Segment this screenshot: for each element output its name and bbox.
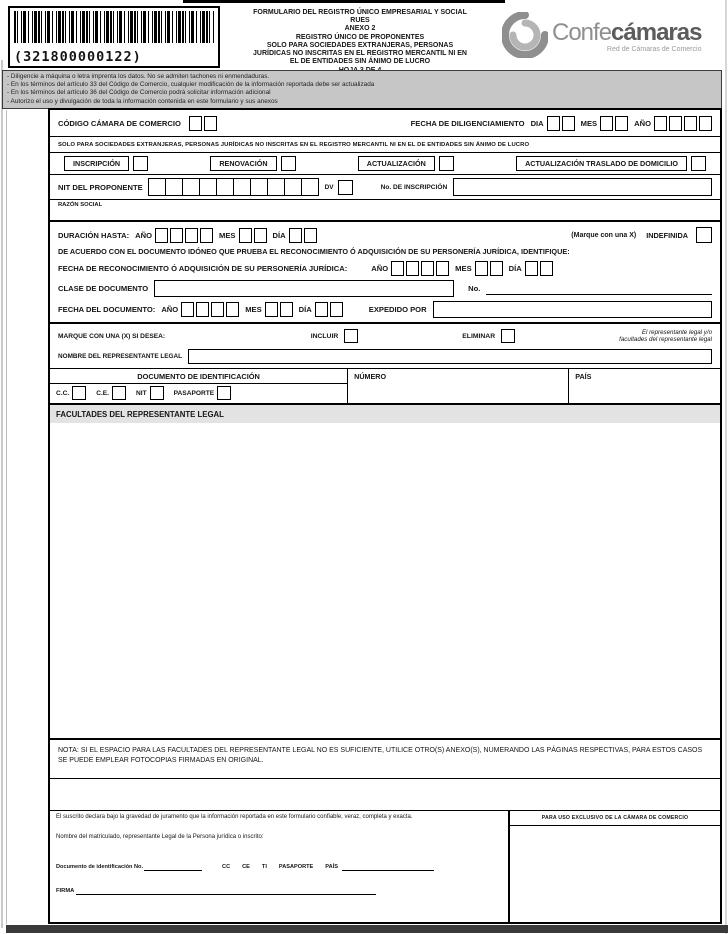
tramite-label: RENOVACIÓN <box>210 156 276 171</box>
pasaporte-checkbox[interactable] <box>217 386 231 400</box>
tramite-actualizacion-traslado <box>516 156 706 171</box>
acuerdo-text: DE ACUERDO CON EL DOCUMENTO IDÓNEO QUE PRUEBA EL RECONOCIMIENTO Ó ADQUISICIÓN DE SU PERSONERÍA JURÍDICA, IDENTIFIQUE: <box>58 247 570 256</box>
nombre-representante-line <box>50 348 720 368</box>
marque-con-x-label: (Marque con una X) <box>571 231 637 239</box>
dia-box[interactable] <box>330 302 343 317</box>
ano-label: AÑO <box>135 230 153 240</box>
barcode-box <box>8 6 220 68</box>
form-title-line: FORMULARIO DEL REGISTRO ÚNICO EMPRESARIAL Y SOCIAL <box>253 9 467 16</box>
dia-label: DÍA <box>508 264 522 273</box>
camara-uso-blank[interactable] <box>510 826 720 922</box>
actualizacion-traslado-checkbox[interactable] <box>691 156 706 171</box>
nit-row <box>50 175 720 200</box>
pasaporte-label: PASAPORTE <box>173 389 215 397</box>
confecamaras-swirl-icon <box>502 12 548 63</box>
nit-checkbox[interactable] <box>150 386 164 400</box>
fecha-doc-mes-group <box>245 302 292 317</box>
declaracion-left <box>50 811 508 922</box>
facultades-header: FACULTADES DEL REPRESENTANTE LEGAL <box>50 405 720 423</box>
ce-option-label[interactable]: CE <box>242 863 250 870</box>
indefinida-checkbox[interactable] <box>696 227 712 243</box>
logo-tagline: Red de Cámaras de Comercio <box>606 46 702 53</box>
incluir-label: INCLUIR <box>310 332 339 340</box>
page-edge-artifact-left-2 <box>6 110 7 924</box>
pais-header: PAÍS <box>575 372 592 381</box>
clase-documento-input[interactable] <box>154 280 454 297</box>
incluir-option <box>311 329 359 343</box>
nombre-matriculado-label: Nombre del matriculado, representante Legal de la Persona jurídica o inscrito: <box>56 833 264 840</box>
mes-box[interactable] <box>280 302 293 317</box>
mes-box[interactable] <box>615 116 628 131</box>
dia-box[interactable] <box>304 228 317 243</box>
doc-type-ce <box>96 386 126 400</box>
representante-note <box>619 329 712 344</box>
cc-checkbox[interactable] <box>72 386 86 400</box>
reconocimiento-ano-group <box>371 261 449 276</box>
tramite-label: INSCRIPCIÓN <box>64 156 129 171</box>
pais-cell[interactable] <box>569 369 720 403</box>
no-label: No. <box>468 284 481 293</box>
inscripcion-checkbox[interactable] <box>133 156 148 171</box>
dia-box[interactable] <box>525 261 538 276</box>
empty-strip[interactable] <box>50 778 720 810</box>
reconocimiento-line <box>58 261 712 276</box>
instruction-line: - En los términos del artículo 33 del Código de Comercio, cualquier modificación de la información reportada debe ser actualizada <box>7 81 375 89</box>
nit-label: NIT DEL PROPONENTE <box>58 182 143 192</box>
ano-box[interactable] <box>200 228 213 243</box>
doc-type-row <box>50 384 347 403</box>
indefinida-label: INDEFINIDA <box>646 230 688 240</box>
firma-line <box>56 887 502 895</box>
no-inscripcion-label: No. DE INSCRIPCIÓN <box>380 183 448 191</box>
ano-box[interactable] <box>406 261 419 276</box>
cc-option-label[interactable]: CC <box>222 863 231 870</box>
doc-id-header: DOCUMENTO DE IDENTIFICACIÓN <box>50 369 347 384</box>
ano-label: AÑO <box>634 118 651 128</box>
barcode-icon <box>14 11 214 43</box>
declaracion-section <box>50 810 720 922</box>
marque-desea-section <box>50 324 720 369</box>
instructions-box <box>2 70 722 109</box>
mes-label: MES <box>580 118 598 128</box>
ano-box[interactable] <box>654 116 667 131</box>
numero-header: NÚMERO <box>354 372 387 381</box>
documento-identificacion-table <box>50 369 720 405</box>
mes-box[interactable] <box>600 116 613 131</box>
ano-box[interactable] <box>391 261 404 276</box>
form-title-line: REGISTRO ÚNICO DE PROPONENTES <box>295 33 425 41</box>
no-underline-field[interactable] <box>486 282 712 295</box>
marque-desea-label: MARQUE CON UNA (X) SI DESEA: <box>58 332 166 340</box>
documento-id-label: Documento de identificación No. <box>56 863 144 870</box>
dv-box[interactable] <box>338 180 353 195</box>
form-title-line: ANEXO 2 <box>344 25 376 33</box>
ce-checkbox[interactable] <box>112 386 126 400</box>
mes-label: MES <box>219 230 236 240</box>
facultades-blank-area[interactable] <box>50 423 720 738</box>
ano-label: AÑO <box>371 264 389 273</box>
ano-box[interactable] <box>684 116 697 131</box>
dv-label: DV <box>324 183 334 191</box>
doc-type-cc <box>56 386 86 400</box>
codigo-camara-boxes <box>187 116 217 131</box>
page-top-scan-line <box>183 0 505 3</box>
logo-brand-bold: cámaras <box>611 19 702 46</box>
cc-label: C.C. <box>56 389 70 397</box>
reconocimiento-dia-group <box>509 261 553 276</box>
ano-box[interactable] <box>211 302 224 317</box>
page-bottom-scan-bar <box>6 925 728 933</box>
tramite-label: ACTUALIZACIÓN TRASLADO DE DOMICILIO <box>516 156 687 171</box>
ano-box[interactable] <box>181 302 194 317</box>
duracion-label: DURACIÓN HASTA: <box>58 230 130 240</box>
ano-box[interactable] <box>436 261 449 276</box>
instruction-line: - Diligencie a máquina o letra imprenta los datos. No se admiten tachones ni enmendaduras. <box>7 73 270 80</box>
clase-documento-label: CLASE DE DOCUMENTO <box>58 284 149 293</box>
razon-social-row[interactable] <box>50 200 720 222</box>
representante-note-line: facultades del representante legal <box>619 336 713 343</box>
numero-cell[interactable] <box>348 369 569 403</box>
mes-box[interactable] <box>265 302 278 317</box>
duracion-mes-group <box>219 228 266 243</box>
ano-box[interactable] <box>669 116 682 131</box>
row-codigo-fecha <box>50 110 720 137</box>
fecha-mes-group <box>581 116 628 131</box>
razon-social-label: RAZÓN SOCIAL <box>58 202 103 208</box>
nit-tipo-label: NIT <box>136 389 147 397</box>
camara-uso-header: PARA USO EXCLUSIVO DE LA CÁMARA DE COMERCIO <box>510 811 720 826</box>
dia-box[interactable] <box>562 116 575 131</box>
tramite-renovacion <box>210 156 295 171</box>
ano-box[interactable] <box>155 228 168 243</box>
form-title-line: EL DE ENTIDADES SIN ÁNIMO DE LUCRO <box>289 58 431 66</box>
ano-box[interactable] <box>699 116 712 131</box>
page-edge-artifact-left <box>1 60 3 928</box>
dia-label: DÍA <box>272 230 286 240</box>
ano-box[interactable] <box>185 228 198 243</box>
fecha-documento-label: FECHA DEL DOCUMENTO: <box>58 305 156 314</box>
ano-box[interactable] <box>226 302 239 317</box>
clase-documento-line <box>58 280 712 297</box>
dia-label: DÍA <box>298 305 312 314</box>
dia-label: DIA <box>530 118 544 128</box>
doc-id-column <box>50 369 348 403</box>
marque-desea-line <box>50 324 720 348</box>
duracion-line <box>58 227 712 243</box>
fecha-doc-dia-group <box>299 302 343 317</box>
documento-id-underline[interactable] <box>144 863 202 871</box>
firma-label: FIRMA <box>56 887 75 894</box>
camara-uso-box <box>508 811 720 922</box>
tramite-inscripcion <box>64 156 148 171</box>
tramite-label: ACTUALIZACIÓN <box>358 156 435 171</box>
mes-box[interactable] <box>254 228 267 243</box>
codigo-camara-box[interactable] <box>204 116 217 131</box>
nota-box: NOTA: SI EL ESPACIO PARA LAS FACULTADES DEL REPRESENTANTE LEGAL NO ES SUFICIENTE, UTILICE OTRO(S) ANEXO(S), NUMERANDO LAS PÁGINAS RESPECTIVAS, PARA ESTOS CASOS SE PUEDE EMPLEAR FOTOCOPIAS FIRMADAS EN ORIGINAL. <box>50 738 720 778</box>
mes-box[interactable] <box>475 261 488 276</box>
reconocimiento-label: FECHA DE RECONOCIMIENTO Ó ADQUISICIÓN DE SU PERSONERÍA JURÍDICA: <box>58 264 348 273</box>
mes-label: MES <box>455 264 472 273</box>
pasaporte-option-label[interactable]: PASAPORTE <box>278 863 314 870</box>
mes-label: MES <box>245 305 262 314</box>
juramento-text: El suscrito declara bajo la gravedad de juramento que la información reportada en este formulario confiable, veraz, completa y exacta. <box>56 814 413 820</box>
documento-firma-line <box>56 863 502 871</box>
ano-label: AÑO <box>161 305 179 314</box>
mes-box[interactable] <box>239 228 252 243</box>
fecha-documento-line <box>58 301 712 318</box>
form-title-line: SOLO PARA SOCIEDADES EXTRANJERAS, PERSONAS <box>266 41 454 49</box>
incluir-checkbox[interactable] <box>344 329 358 343</box>
confecamaras-wordmark <box>552 21 701 53</box>
expedido-por-input[interactable] <box>433 301 712 318</box>
fecha-diligenciamiento-label: FECHA DE DILIGENCIAMIENTO <box>410 118 525 128</box>
page-edge-artifact-right <box>725 0 727 934</box>
dia-box[interactable] <box>540 261 553 276</box>
dia-box[interactable] <box>547 116 560 131</box>
ce-label: C.E. <box>96 389 110 397</box>
representante-note-line: El representante legal y/o <box>641 328 713 336</box>
form-header <box>8 6 722 68</box>
duracion-dia-group <box>273 228 317 243</box>
ano-box[interactable] <box>196 302 209 317</box>
no-inscripcion-input[interactable] <box>453 178 712 196</box>
nombre-representante-input[interactable] <box>188 349 712 364</box>
barcode-number: (321800000122) <box>14 49 142 65</box>
ano-box[interactable] <box>170 228 183 243</box>
ano-box[interactable] <box>421 261 434 276</box>
doc-type-pasaporte <box>174 386 232 400</box>
form-title-block <box>220 6 500 68</box>
form-title-line: RUES <box>350 17 370 25</box>
dia-box[interactable] <box>289 228 302 243</box>
codigo-camara-box[interactable] <box>189 116 202 131</box>
doc-type-nit <box>136 386 164 400</box>
tramites-row <box>50 153 720 175</box>
eliminar-label: ELIMINAR <box>462 332 496 340</box>
codigo-camara-label: CÓDIGO CÁMARA DE COMERCIO <box>58 118 181 128</box>
fecha-doc-ano-group <box>161 302 239 317</box>
renovacion-checkbox[interactable] <box>281 156 296 171</box>
eliminar-checkbox[interactable] <box>501 329 515 343</box>
tramite-actualizacion <box>358 156 454 171</box>
logo-brand-regular: Confe <box>552 19 612 46</box>
mes-box[interactable] <box>490 261 503 276</box>
duracion-ano-group <box>135 228 213 243</box>
solo-para-banner: SOLO PARA SOCIEDADES EXTRANJERAS, PERSONAS JURÍDICAS NO INSCRITAS EN EL REGISTRO MERCANTIL NI EN EL DE ENTIDADES SIN ÁNIMO DE LUCRO <box>50 137 720 153</box>
form-title-line: JURÍDICAS NO INSCRITAS EN EL REGISTRO MERCANTIL NI EN <box>253 50 467 58</box>
duracion-section <box>50 222 720 324</box>
actualizacion-checkbox[interactable] <box>439 156 454 171</box>
fecha-dia-group <box>531 116 575 131</box>
ti-option-label[interactable]: TI <box>261 863 267 870</box>
nombre-representante-label: NOMBRE DEL REPRESENTANTE LEGAL <box>58 353 183 360</box>
confecamaras-logo <box>500 6 722 68</box>
reconocimiento-mes-group <box>455 261 502 276</box>
firma-underline[interactable] <box>76 887 376 895</box>
instruction-line: - En los términos del artículo 36 del Código de Comercio podrá solicitar información adicional <box>7 89 271 97</box>
nit-digit-grid[interactable] <box>149 178 319 196</box>
fecha-ano-group <box>634 116 712 131</box>
eliminar-option <box>462 329 515 343</box>
expedido-por-label: EXPEDIDO POR <box>368 305 427 314</box>
instruction-line: - Autorizo el uso y divulgación de toda la información contenida en este formulario y sus anexos <box>7 97 278 105</box>
dia-box[interactable] <box>315 302 328 317</box>
pais-underline[interactable] <box>342 863 434 871</box>
pais-label: PAÍS <box>325 863 338 870</box>
form-body <box>48 108 722 924</box>
